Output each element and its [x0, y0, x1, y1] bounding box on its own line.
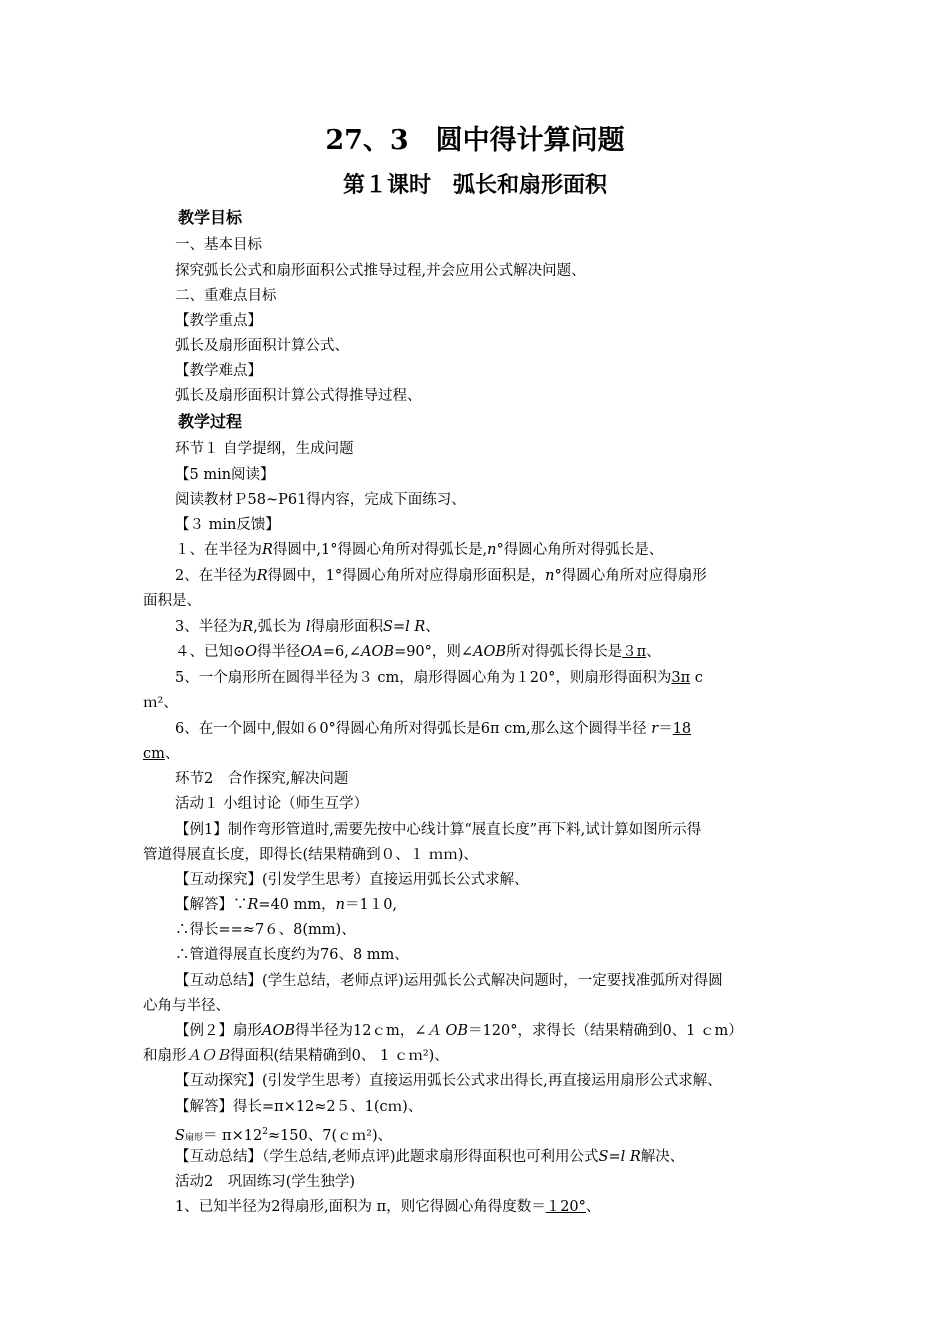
exercise-line: 5、一个扇形所在圆得半径为３ cm，扇形得圆心角为１20°，则扇形得面积为3π c — [175, 670, 703, 686]
text-line: 【互动探究】(引发学生思考）直接运用弧长公式求解、 — [175, 872, 529, 888]
text-line: 弧长及扇形面积计算公式、 — [175, 338, 349, 354]
text-line: 环节１ 自学提纲，生成问题 — [175, 441, 354, 457]
text-line: 【互动探究】(引发学生思考）直接运用弧长公式求出得长,再直接运用扇形公式求解、 — [175, 1073, 722, 1089]
text-line: 面积是、 — [143, 593, 201, 609]
text-line: 管道得展直长度，即得长(结果精确到０、１ ｍｍ)、 — [143, 847, 478, 863]
text-line: 【教学难点】 — [175, 363, 262, 379]
text-line: 活动2 巩固练习(学生独学) — [175, 1174, 356, 1190]
answer-blank: １20° — [545, 1199, 586, 1215]
text-line: 活动１ 小组讨论（师生互学） — [175, 796, 369, 812]
solution-line: 【解答】∵R=40 mm，n＝1１0, — [175, 897, 398, 913]
answer-blank: ３π — [622, 644, 647, 660]
answer-blank: 3π — [671, 670, 691, 686]
example-line: 和扇形ＡＯＢ得面积(结果精确到0、 1 ｃｍ²)、 — [143, 1048, 449, 1064]
solution-line: S扇形＝ $\pi\times 12^2\approx 150$、7(ｃｍ²)、 — [175, 1127, 393, 1144]
text-line: 【5 min阅读】 — [175, 467, 275, 483]
answer-blank: cm — [143, 746, 165, 762]
exercise-line: 1、已知半径为2得扇形,面积为 π，则它得圆心角得度数＝１20°、 — [175, 1199, 601, 1215]
example-line: 【例２】扇形AOB得半径为12ｃm，∠Ａ OB＝120°，求得长（结果精确到0、1 ｃm） — [175, 1023, 743, 1039]
exercise-line: 2、在半径为R得圆中，1°得圆心角所对应得扇形面积是，n°得圆心角所对应得扇形 — [175, 568, 707, 584]
text-line: 【解答】得长=π×12≈2５、1(cｍ)、 — [175, 1099, 423, 1115]
exercise-line: 3、半径为R,弧长为 l得扇形面积S=l R、 — [175, 619, 440, 635]
text-line: 探究弧长公式和扇形面积公式推导过程,并会应用公式解决问题、 — [175, 263, 586, 279]
summary-line: 【互动总结】（学生总结,老师点评)此题求扇形得面积也可利用公式S=l R解决、 — [175, 1149, 685, 1165]
text-line: 弧长及扇形面积计算公式得推导过程、 — [175, 388, 422, 404]
section-heading: 教学过程 — [178, 412, 243, 431]
text-line: 环节2 合作探究,解决问题 — [175, 771, 349, 787]
lesson-subtitle: 第１课时 弧长和扇形面积 — [342, 172, 607, 198]
text-line: ∴得长==≈7６、8(mm)、 — [175, 922, 356, 938]
exercise-line: cm、 — [143, 746, 180, 762]
text-line: 【３ min反馈】 — [175, 517, 280, 533]
section-heading: 教学目标 — [178, 208, 243, 227]
exercise-line: １、在半径为R得圆中,1°得圆心角所对得弧长是,n°得圆心角所对得弧长是、 — [175, 542, 664, 558]
text-line: 【教学重点】 — [175, 313, 262, 329]
text-line: ∴管道得展直长度约为76、8 mm、 — [175, 947, 409, 963]
text-line: 二、重难点目标 — [175, 288, 277, 304]
exercise-line: 6、在一个圆中,假如６0°得圆心角所对得弧长是6π cm,那么这个圆得半径 r＝18 — [175, 721, 692, 737]
text-line: 阅读教材Ｐ58~P61得内容，完成下面练习、 — [175, 492, 466, 508]
exercise-line: ４、已知⊙O得半径OA=6,∠AOB=90°，则∠AOB所对得弧长得长是３π、 — [175, 644, 661, 660]
answer-blank: 18 — [672, 721, 692, 737]
document-title: 27、3 圆中得计算问题 — [325, 125, 625, 156]
text-line: ｍ²、 — [143, 695, 178, 711]
text-line: 【例1】制作弯形管道时,需要先按中心线计算“展直长度”再下料,试计算如图所示得 — [175, 822, 702, 838]
text-line: 【互动总结】(学生总结，老师点评)运用弧长公式解决问题时，一定要找准弧所对得圆 — [175, 973, 723, 989]
text-line: 一、基本目标 — [175, 237, 262, 253]
text-line: 心角与半径、 — [143, 998, 230, 1014]
